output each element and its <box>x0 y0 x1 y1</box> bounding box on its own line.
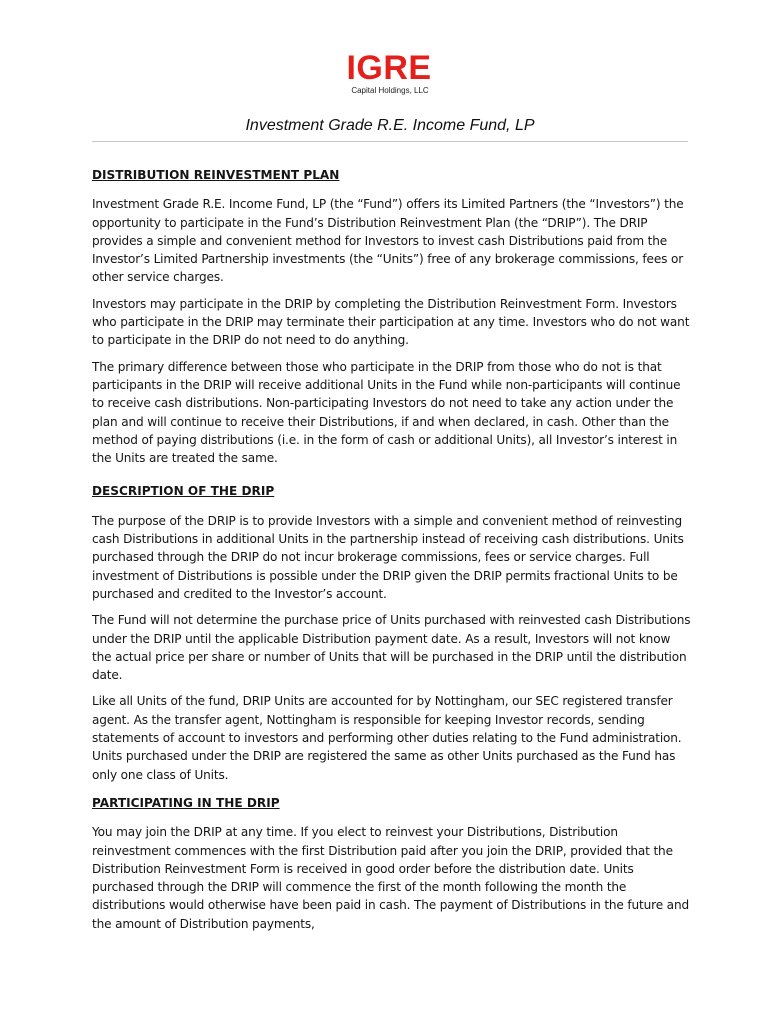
fund-title: Investment Grade R.E. Income Fund, LP <box>245 117 535 134</box>
logo-subtitle: Capital Holdings, LLC <box>351 86 429 95</box>
document-body <box>92 166 692 943</box>
paragraph: The primary difference between those who participate in the DRIP from those who do not is that participants in the DRIP will receive additional Units in the Fund while non-participants will continue to receive cash distributions. Non-participating Investors do not need to take any action under the plan and will continue to receive their Distributions, if and when declared, in cash. Other than the method of paying distributions (i.e. in the form of cash or additional Units), all Investor’s interest in the Units are treated the same. <box>92 359 681 466</box>
paragraph: Investors may participate in the DRIP by completing the Distribution Reinvestment Form. Investors who participate in the DRIP may terminate their participation at any time. Investors who do not want to participate in the DRIP do not need to do anything. <box>92 296 690 348</box>
paragraph: The purpose of the DRIP is to provide Investors with a simple and convenient method of reinvesting cash Distributions in additional Units in the partnership instead of receiving cash distributions. Units purchased through the DRIP do not incur brokerage commissions, fees or service charges. Full investment of Distributions is possible under the DRIP given the DRIP permits fractional Units to be purchased and credited to the Investor’s account. <box>92 513 684 601</box>
paragraph: The Fund will not determine the purchase price of Units purchased with reinvested cash Distributions under the DRIP until the applicable Distribution payment date. As a result, Investors will not know the actual price per share or number of Units that will be purchased in the DRIP until the distribution date. <box>92 613 691 683</box>
logo-mark: IGRE <box>346 49 432 87</box>
section-heading-description-of-the-drip: DESCRIPTION OF THE DRIP <box>92 484 275 499</box>
title-divider <box>92 141 688 142</box>
section-heading-distribution-reinvestment-plan: DISTRIBUTION REINVESTMENT PLAN <box>92 168 340 182</box>
paragraph: You may join the DRIP at any time. If you elect to reinvest your Distributions, Distribution reinvestment commences with the first Distribution paid after you join the DRIP, provided that the Distribution Reinvestment Form is received in good order before the distribution date. Units purchased through the DRIP will commence the first of the month following the month the distributions would otherwise have been paid in cash. The payment of Distributions in the future and the amount of Distribution payments, <box>92 825 689 931</box>
section-heading-participating-in-the-drip: PARTICIPATING IN THE DRIP <box>92 795 280 810</box>
igre-logo <box>0 50 780 96</box>
paragraph: Investment Grade R.E. Income Fund, LP (the “Fund”) offers its Limited Partners (the “Investors”) the opportunity to participate in the Fund’s Distribution Reinvestment Plan (the “DRIP”). The DRIP provides a simple and convenient method for Investors to invest cash Distributions paid from the Investor’s Limited Partnership investments (the “Units”) free of any brokerage commissions, fees or other service charges. <box>92 197 684 285</box>
paragraph: Like all Units of the fund, DRIP Units are accounted for by Nottingham, our SEC registered transfer agent. As the transfer agent, Nottingham is responsible for keeping Investor records, sending statements of account to investors and performing other duties relating to the Fund administration. Units purchased under the DRIP are registered the same as other Units purchased as the Fund has only one class of Units. <box>92 694 682 782</box>
